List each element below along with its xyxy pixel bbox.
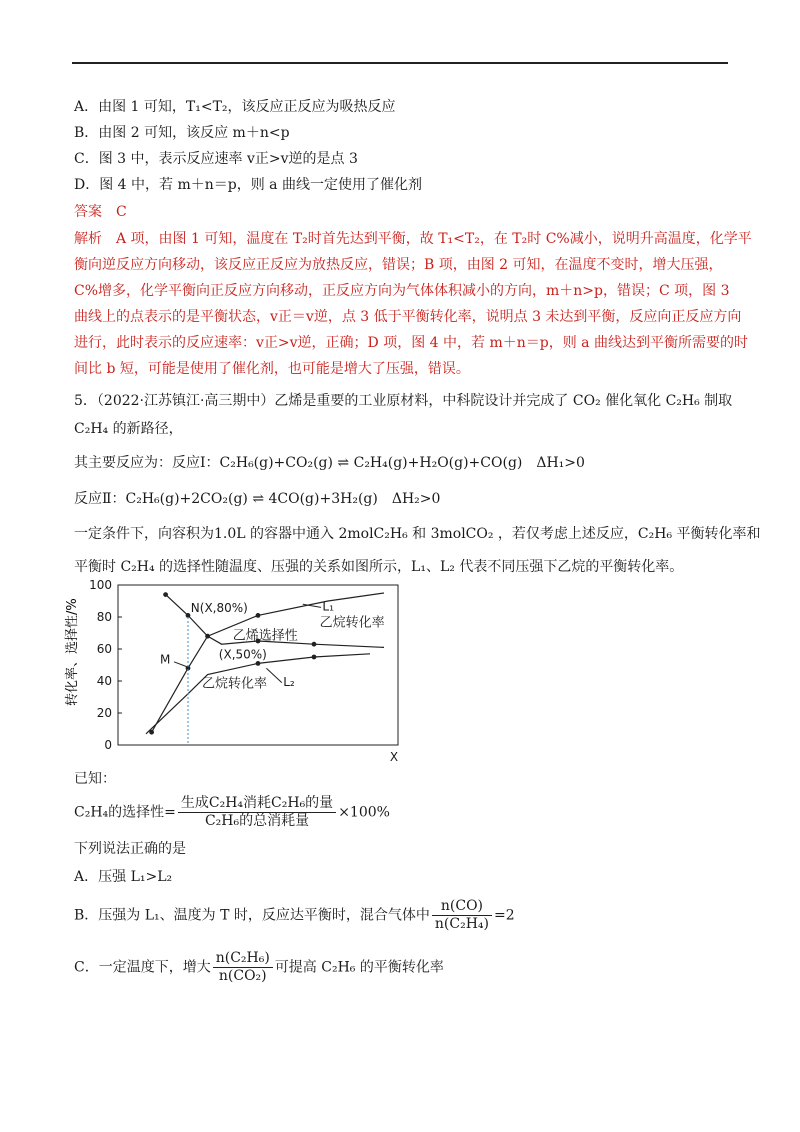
x-axis-label: X [389, 750, 399, 764]
option-d-prev: D．图 4 中，若 m＋n＝p，则 a 曲线一定使用了催化剂 [74, 177, 422, 193]
option-c-tail: 可提高 C₂H₆ 的平衡转化率 [274, 959, 444, 976]
option-a-prev: A．由图 1 可知，T₁<T₂，该反应正反应为吸热反应 [74, 99, 396, 115]
question-prompt: 下列说法正确的是 [74, 841, 186, 857]
answer-value: C [116, 204, 127, 220]
point-m-label: M [160, 652, 171, 667]
condition-text: 平衡时 C₂H₄ 的选择性随温度、压强的关系如图所示，L₁、L₂ 代表不同压强下乙烷的平衡转化率。 [74, 559, 684, 575]
option-a-text: 压强 L₁>L₂ [98, 869, 173, 885]
l1-conversion-label: 乙烷转化率 [319, 615, 385, 631]
reaction-2: 反应Ⅱ：C₂H₆(g)+2CO₂(g) ⇌ 4CO(g)+3H₂(g) ΔH₂>0 [74, 491, 441, 507]
condition-text: 一定条件下，向容积为1.0L 的容器中通入 2molC₂H₆ 和 3molCO₂ ，若仅考虑上述反应，C₂H₆ 平衡转化率和 [74, 526, 761, 542]
option-b-tail: =2 [494, 907, 515, 924]
known-label: 已知： [74, 771, 116, 787]
q5-intro: 5．（2022·江苏镇江·高三期中）乙烯是重要的工业原材料，中科院设计并完成了 CO₂ 催化氧化 C₂H₆ 制取 [74, 393, 733, 409]
y-tick-label: 100 [89, 578, 112, 592]
y-axis-label: 转化率、选择性/% [65, 598, 80, 706]
fraction-numerator: n(C₂H₆) [213, 950, 273, 968]
explanation-text: A 项，由图 1 可知，温度在 T₂时首先达到平衡，故 T₁<T₂，在 T₂时 C%减小，说明升高温度，化学平 [116, 231, 752, 247]
fraction-denominator: n(CO₂) [218, 968, 267, 984]
data-point [163, 592, 168, 597]
option-b-label: B． [74, 907, 99, 924]
reaction-1: 其主要反应为：反应Ⅰ：C₂H₆(g)+CO₂(g) ⇌ C₂H₄(g)+H₂O(g)+CO(g) ΔH₁>0 [74, 455, 585, 471]
l2-label: L₂ [283, 674, 295, 689]
option-b-text: 压强为 L₁、温度为 T 时，反应达平衡时，混合气体中 [98, 907, 430, 924]
l2-conversion-label: 乙烷转化率 [202, 676, 268, 692]
answer-line [74, 203, 127, 221]
explanation-label: 解析 [74, 231, 102, 247]
y-tick-label: 20 [96, 706, 112, 720]
option-b-fraction [432, 898, 492, 933]
formula-denominator: C₂H₆的总消耗量 [204, 813, 310, 829]
option-c[interactable] [74, 950, 444, 985]
option-c-fraction [213, 950, 273, 985]
point-n-label: N(X,80%) [190, 601, 248, 616]
formula-numerator: 生成C₂H₄消耗C₂H₆的量 [178, 795, 336, 813]
chart [60, 576, 400, 766]
explanation-line: C%增多，化学平衡向正反应方向移动，正反应方向为气体体积减小的方向，m＋n>p，错误；C 项，图 3 [74, 283, 730, 299]
selectivity-formula [74, 795, 390, 830]
y-tick-label: 80 [96, 610, 112, 624]
explanation-line: 衡向逆反应方向移动，该反应正反应为放热反应，错误；B 项，由图 2 可知，在温度不变时，增大压强， [74, 257, 723, 273]
formula-lhs: C₂H₄的选择性= [74, 804, 176, 821]
explanation-line: 间比 b 短，可能是使用了催化剂，也可能是增大了压强，错误。 [74, 361, 470, 377]
formula-tail: ×100% [338, 804, 390, 821]
fraction-denominator: n(C₂H₄) [434, 916, 489, 932]
explanation-line: 进行，此时表示的反应速率：v正>v逆，正确；D 项，图 4 中，若 m＋n＝p，则 a 曲线达到平衡所需要的时 [74, 335, 748, 351]
data-point [312, 642, 317, 647]
fraction-numerator: n(CO) [432, 898, 492, 916]
answer-label: 答案 [74, 204, 102, 220]
y-tick-label: 0 [104, 738, 112, 752]
l1-label: L₁ [322, 599, 334, 614]
q5-intro-cont: C₂H₄ 的新路径， [74, 421, 183, 437]
formula-fraction [178, 795, 336, 830]
data-point [256, 661, 261, 666]
point-m-coord: (X,50%) [218, 647, 267, 662]
m-leader [174, 662, 187, 667]
top-rule [72, 62, 728, 64]
option-b-prev: B．由图 2 可知，该反应 m＋n<p [74, 125, 290, 141]
option-c-text: 一定温度下，增大 [98, 959, 211, 976]
data-point [205, 634, 210, 639]
option-b[interactable] [74, 898, 515, 933]
l2-leader [266, 668, 281, 682]
explanation-line: 曲线上的点表示的是平衡状态，v正＝v逆，点 3 低于平衡转化率，说明点 3 未达到平衡，反应向正反应方向 [74, 309, 742, 325]
y-tick-label: 60 [96, 642, 112, 656]
selectivity-label: 乙烯选择性 [232, 628, 298, 644]
option-c-prev: C．图 3 中，表示反应速率 v正>v逆的是点 3 [74, 151, 358, 167]
data-point [312, 655, 317, 660]
option-a[interactable] [74, 868, 172, 886]
option-c-label: C． [74, 959, 99, 976]
explanation-line [74, 230, 752, 248]
y-tick-label: 40 [96, 674, 112, 688]
data-point [256, 613, 261, 618]
option-a-label: A． [74, 869, 99, 885]
data-point [149, 730, 154, 735]
